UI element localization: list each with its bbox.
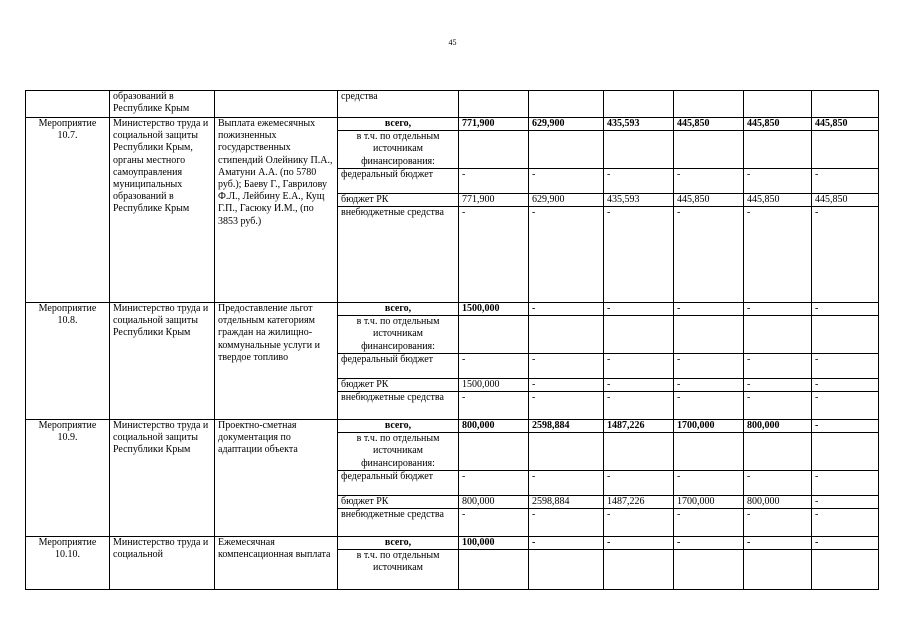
value-cell: - xyxy=(674,509,744,537)
value-cell xyxy=(604,433,674,471)
event-id-cell: Мероприятие 10.9. xyxy=(26,420,110,537)
value-cell xyxy=(812,91,879,118)
value-cell: 1500,000 xyxy=(459,303,529,316)
value-cell: - xyxy=(812,207,879,303)
executor-cell: Министерство труда и социальной защиты Республики Крым, органы местного самоуправления муниципальных образований в Республике Крым xyxy=(110,118,215,303)
description-cell: Предоставление льгот отдельным категориям граждан на жилищно-коммунальные услуги и твердое топливо xyxy=(215,303,338,420)
value-cell: - xyxy=(529,207,604,303)
value-cell: - xyxy=(674,537,744,550)
value-cell xyxy=(529,131,604,169)
description-cell: Ежемесячная компенсационная выплата xyxy=(215,537,338,590)
value-cell: - xyxy=(812,537,879,550)
description-cell: Проектно-сметная документация по адаптации объекта xyxy=(215,420,338,537)
value-cell xyxy=(744,131,812,169)
value-cell: 435,593 xyxy=(604,118,674,131)
value-cell: 100,000 xyxy=(459,537,529,550)
value-cell: - xyxy=(744,537,812,550)
value-cell: - xyxy=(604,509,674,537)
description-cell: Выплата ежемесячных пожизненных государственных стипендий Олейнику П.А., Аматуни А.А. (по 5780 руб.); Баеву Г., Гаврилову Ф.Л., Лейбину Е.А., Кущ Г.П., Гасюку И.М., (по 3853 руб.) xyxy=(215,118,338,303)
value-cell: - xyxy=(744,378,812,391)
event-id-cell: Мероприятие 10.10. xyxy=(26,537,110,590)
financing-table xyxy=(25,90,879,590)
value-cell: 445,850 xyxy=(744,118,812,131)
funding-kind-cell: всего, xyxy=(338,420,459,433)
value-cell: - xyxy=(744,168,812,193)
value-cell: - xyxy=(529,168,604,193)
value-cell: - xyxy=(529,470,604,495)
value-cell: - xyxy=(744,207,812,303)
value-cell xyxy=(674,131,744,169)
value-cell: - xyxy=(529,378,604,391)
value-cell: - xyxy=(604,207,674,303)
value-cell xyxy=(812,433,879,471)
value-cell xyxy=(529,316,604,354)
value-cell: 1700,000 xyxy=(674,495,744,508)
funding-kind-cell: всего, xyxy=(338,303,459,316)
value-cell xyxy=(674,550,744,590)
value-cell xyxy=(604,316,674,354)
value-cell: 800,000 xyxy=(744,495,812,508)
value-cell: 445,850 xyxy=(812,193,879,206)
value-cell xyxy=(529,550,604,590)
event-id-cell: Мероприятие 10.7. xyxy=(26,118,110,303)
value-cell xyxy=(529,91,604,118)
funding-kind-cell: бюджет РК xyxy=(338,495,459,508)
value-cell: - xyxy=(529,537,604,550)
value-cell xyxy=(812,316,879,354)
value-cell xyxy=(744,316,812,354)
value-cell: - xyxy=(459,509,529,537)
value-cell: - xyxy=(812,392,879,420)
table-row xyxy=(26,537,879,550)
value-cell: 2598,884 xyxy=(529,495,604,508)
value-cell xyxy=(459,131,529,169)
value-cell: 629,900 xyxy=(529,193,604,206)
value-cell: - xyxy=(529,303,604,316)
funding-kind-cell: всего, xyxy=(338,537,459,550)
value-cell xyxy=(604,91,674,118)
value-cell xyxy=(674,433,744,471)
value-cell: 771,900 xyxy=(459,193,529,206)
value-cell: - xyxy=(604,303,674,316)
value-cell: - xyxy=(604,470,674,495)
funding-kind-cell: федеральный бюджет xyxy=(338,168,459,193)
funding-kind-cell: внебюджетные средства xyxy=(338,392,459,420)
value-cell: - xyxy=(674,303,744,316)
funding-kind-cell: всего, xyxy=(338,118,459,131)
event-id-cell: Мероприятие 10.8. xyxy=(26,303,110,420)
value-cell: 1700,000 xyxy=(674,420,744,433)
value-cell: - xyxy=(604,168,674,193)
value-cell: 771,900 xyxy=(459,118,529,131)
value-cell: 800,000 xyxy=(744,420,812,433)
value-cell xyxy=(459,550,529,590)
value-cell: - xyxy=(604,392,674,420)
value-cell xyxy=(604,550,674,590)
value-cell: - xyxy=(674,470,744,495)
value-cell: - xyxy=(812,378,879,391)
funding-kind-cell: федеральный бюджет xyxy=(338,470,459,495)
value-cell: - xyxy=(674,378,744,391)
value-cell: - xyxy=(604,378,674,391)
table-row-continuation xyxy=(26,91,879,118)
description-cell xyxy=(215,91,338,118)
value-cell: - xyxy=(744,353,812,378)
executor-cell: Министерство труда и социальной защиты Республики Крым xyxy=(110,420,215,537)
value-cell: 1500,000 xyxy=(459,378,529,391)
value-cell xyxy=(812,131,879,169)
funding-kind-cell: средства xyxy=(338,91,459,118)
value-cell: 800,000 xyxy=(459,495,529,508)
value-cell: - xyxy=(604,537,674,550)
value-cell: - xyxy=(459,207,529,303)
event-id-cell xyxy=(26,91,110,118)
value-cell: - xyxy=(529,509,604,537)
table-row xyxy=(26,303,879,316)
value-cell: 445,850 xyxy=(674,193,744,206)
value-cell: - xyxy=(812,495,879,508)
value-cell: - xyxy=(674,168,744,193)
value-cell xyxy=(812,550,879,590)
value-cell xyxy=(459,433,529,471)
executor-cell: Министерство труда и социальной защиты Республики Крым xyxy=(110,303,215,420)
value-cell: - xyxy=(744,303,812,316)
value-cell: - xyxy=(459,168,529,193)
funding-kind-cell: федеральный бюджет xyxy=(338,353,459,378)
value-cell: - xyxy=(459,470,529,495)
value-cell: - xyxy=(674,392,744,420)
funding-kind-cell: в т.ч. по отдельным источникам xyxy=(338,550,459,590)
value-cell: - xyxy=(812,420,879,433)
value-cell: 800,000 xyxy=(459,420,529,433)
value-cell xyxy=(459,316,529,354)
value-cell: 445,850 xyxy=(674,118,744,131)
value-cell: - xyxy=(812,353,879,378)
table-row xyxy=(26,118,879,131)
page-number: 45 xyxy=(448,38,457,47)
value-cell xyxy=(744,91,812,118)
funding-kind-cell: бюджет РК xyxy=(338,193,459,206)
value-cell xyxy=(674,91,744,118)
value-cell: 629,900 xyxy=(529,118,604,131)
value-cell: 1487,226 xyxy=(604,495,674,508)
funding-kind-cell: в т.ч. по отдельным источникам финансирования: xyxy=(338,433,459,471)
value-cell: - xyxy=(744,392,812,420)
value-cell xyxy=(604,131,674,169)
funding-kind-cell: внебюджетные средства xyxy=(338,509,459,537)
value-cell xyxy=(674,316,744,354)
value-cell: - xyxy=(529,392,604,420)
table-row xyxy=(26,420,879,433)
value-cell: 435,593 xyxy=(604,193,674,206)
value-cell: 445,850 xyxy=(744,193,812,206)
value-cell: 445,850 xyxy=(812,118,879,131)
funding-kind-cell: бюджет РК xyxy=(338,378,459,391)
value-cell: - xyxy=(459,392,529,420)
value-cell: - xyxy=(812,509,879,537)
value-cell: - xyxy=(744,509,812,537)
executor-cell: образований в Республике Крым xyxy=(110,91,215,118)
value-cell xyxy=(744,550,812,590)
funding-kind-cell: в т.ч. по отдельным источникам финансирования: xyxy=(338,316,459,354)
value-cell: - xyxy=(604,353,674,378)
value-cell: - xyxy=(744,470,812,495)
value-cell xyxy=(529,433,604,471)
value-cell: - xyxy=(674,207,744,303)
value-cell: 1487,226 xyxy=(604,420,674,433)
value-cell: - xyxy=(812,470,879,495)
value-cell: - xyxy=(812,168,879,193)
value-cell xyxy=(459,91,529,118)
value-cell: - xyxy=(459,353,529,378)
funding-kind-cell: в т.ч. по отдельным источникам финансирования: xyxy=(338,131,459,169)
value-cell: - xyxy=(674,353,744,378)
value-cell: 2598,884 xyxy=(529,420,604,433)
funding-kind-cell: внебюджетные средства xyxy=(338,207,459,303)
value-cell xyxy=(744,433,812,471)
value-cell: - xyxy=(812,303,879,316)
value-cell: - xyxy=(529,353,604,378)
executor-cell: Министерство труда и социальной xyxy=(110,537,215,590)
